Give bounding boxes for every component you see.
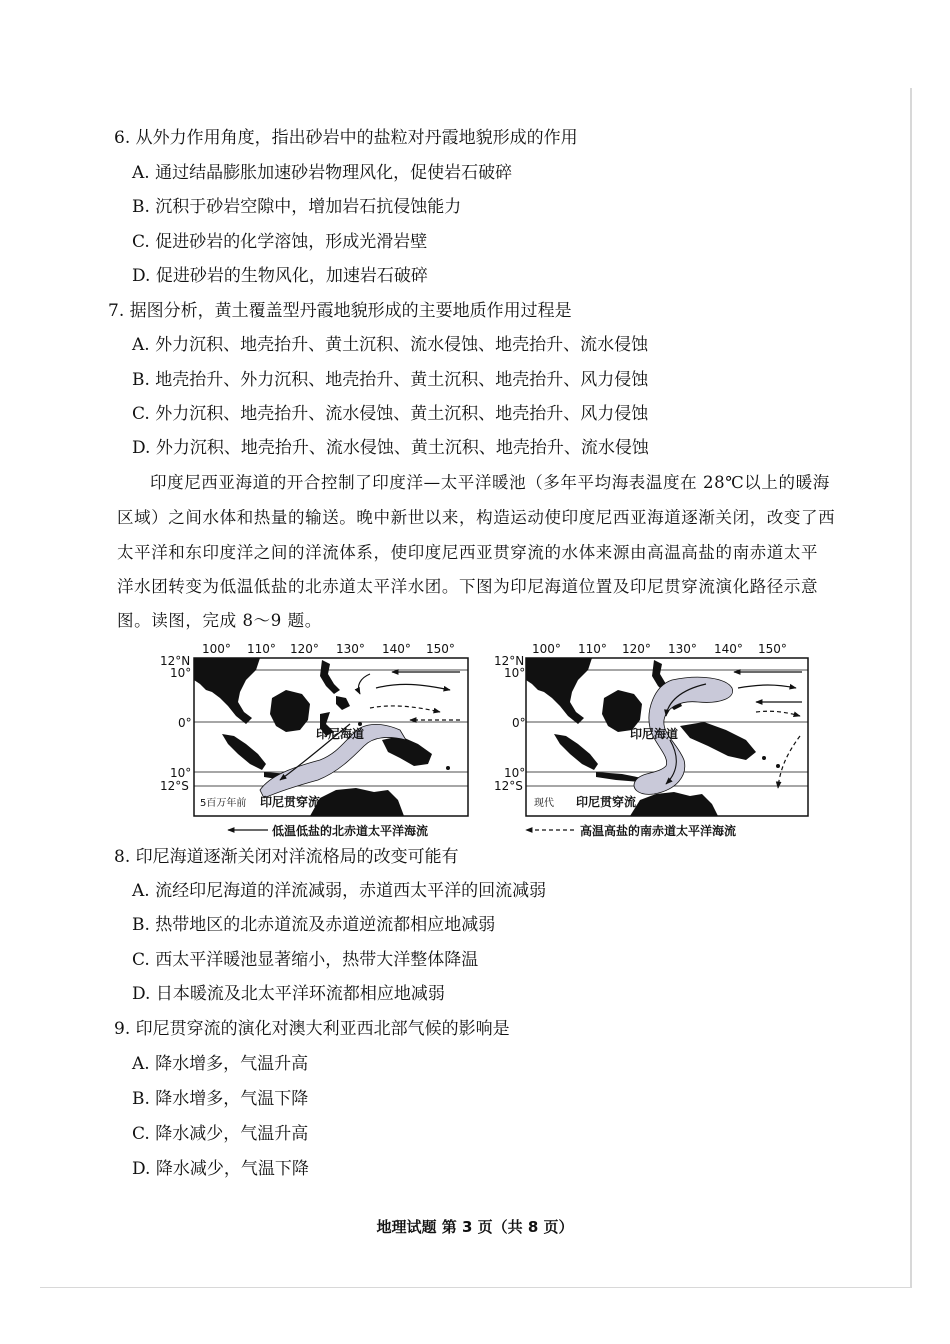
lat-label: 12°N: [494, 654, 525, 668]
question-8-option-d: D. 日本暖流及北太平洋环流都相应地减弱: [132, 984, 445, 1004]
page-edge: [40, 1287, 912, 1288]
question-6-option-d: D. 促进砂岩的生物风化，加速岩石破碎: [132, 266, 428, 286]
lon-label: 100°: [202, 642, 231, 656]
lat-label: 10°: [170, 766, 192, 780]
question-9-option-a: A. 降水增多，气温升高: [132, 1054, 309, 1074]
question-6-stem: 6. 从外力作用角度，指出砂岩中的盐粒对丹霞地貌形成的作用: [114, 128, 578, 148]
strait-label: 印尼海道: [316, 727, 365, 741]
indonesian-seaway-figure: [160, 640, 820, 845]
question-8-stem: 8. 印尼海道逐渐关闭对洋流格局的改变可能有: [114, 847, 459, 867]
figure-legend: [228, 823, 736, 838]
lat-label: 12°N: [160, 654, 191, 668]
question-6-option-b: B. 沉积于砂岩空隙中，增加岩石抗侵蚀能力: [132, 197, 462, 217]
lon-label: 150°: [758, 642, 787, 656]
lon-label: 110°: [247, 642, 276, 656]
question-9-option-b: B. 降水增多，气温下降: [132, 1089, 309, 1109]
legend-dashed-label: 高温高盐的南赤道太平洋海流: [580, 824, 737, 838]
question-6-option-a: A. 通过结晶膨胀加速砂岩物理风化，促使岩石破碎: [132, 163, 513, 183]
flow-label: 印尼贯穿流: [260, 795, 321, 809]
lon-label: 120°: [622, 642, 651, 656]
passage-line: 洋水团转变为低温低盐的北赤道太平洋水团。下图为印尼海道位置及印尼贯穿流演化路径示意: [117, 577, 819, 596]
lat-label: 10°: [504, 766, 526, 780]
question-8-option-b: B. 热带地区的北赤道流及赤道逆流都相应地减弱: [132, 915, 496, 935]
map-5-million-years-ago: [160, 642, 468, 816]
question-8-option-a: A. 流经印尼海道的洋流减弱，赤道西太平洋的回流减弱: [132, 881, 547, 901]
question-9-option-c: C. 降水减少，气温升高: [132, 1124, 309, 1144]
lat-label: 0°: [178, 716, 192, 730]
question-8-option-c: C. 西太平洋暖池显著缩小，热带大洋整体降温: [132, 950, 479, 970]
lat-label: 10°: [170, 666, 192, 680]
question-7-stem: 7. 据图分析，黄土覆盖型丹霞地貌形成的主要地质作用过程是: [108, 301, 572, 321]
lat-label: 10°: [504, 666, 526, 680]
lat-label: 12°S: [494, 779, 523, 793]
lat-label: 0°: [512, 716, 526, 730]
lon-label: 150°: [426, 642, 455, 656]
lon-label: 100°: [532, 642, 561, 656]
passage-line: 图。读图，完成 8～9 题。: [117, 611, 322, 630]
passage-line: 印度尼西亚海道的开合控制了印度洋—太平洋暖池（多年平均海表温度在 28℃以上的暖海: [150, 473, 830, 492]
question-7-option-b: B. 地壳抬升、外力沉积、地壳抬升、黄土沉积、地壳抬升、风力侵蚀: [132, 370, 649, 390]
period-label: 现代: [534, 798, 554, 809]
question-9-option-d: D. 降水减少，气温下降: [132, 1159, 309, 1179]
strait-label: 印尼海道: [630, 727, 679, 741]
lon-label: 110°: [578, 642, 607, 656]
lon-label: 130°: [336, 642, 365, 656]
question-9-stem: 9. 印尼贯穿流的演化对澳大利亚西北部气候的影响是: [114, 1019, 510, 1039]
lat-label: 12°S: [160, 779, 189, 793]
period-label: 5百万年前: [200, 798, 247, 809]
question-7-option-c: C. 外力沉积、地壳抬升、流水侵蚀、黄土沉积、地壳抬升、风力侵蚀: [132, 404, 649, 424]
legend-solid-label: 低温低盐的北赤道太平洋海流: [272, 824, 429, 838]
page-footer: 地理试题 第 3 页（共 8 页）: [376, 1218, 574, 1236]
map-present: [494, 642, 808, 816]
lon-label: 140°: [382, 642, 411, 656]
question-7-option-a: A. 外力沉积、地壳抬升、黄土沉积、流水侵蚀、地壳抬升、流水侵蚀: [132, 335, 649, 355]
passage-line: 太平洋和东印度洋之间的洋流体系，使印度尼西亚贯穿流的水体来源由高温高盐的南赤道太平: [117, 543, 819, 562]
question-7-option-d: D. 外力沉积、地壳抬升、流水侵蚀、黄土沉积、地壳抬升、流水侵蚀: [132, 438, 649, 458]
lon-label: 140°: [714, 642, 743, 656]
question-6-option-c: C. 促进砂岩的化学溶蚀，形成光滑岩壁: [132, 232, 428, 252]
lon-label: 130°: [668, 642, 697, 656]
page-edge: [910, 88, 912, 1288]
passage-line: 区域）之间水体和热量的输送。晚中新世以来，构造运动使印度尼西亚海道逐渐关闭，改变了西: [117, 508, 836, 527]
flow-label: 印尼贯穿流: [576, 795, 637, 809]
lon-label: 120°: [290, 642, 319, 656]
